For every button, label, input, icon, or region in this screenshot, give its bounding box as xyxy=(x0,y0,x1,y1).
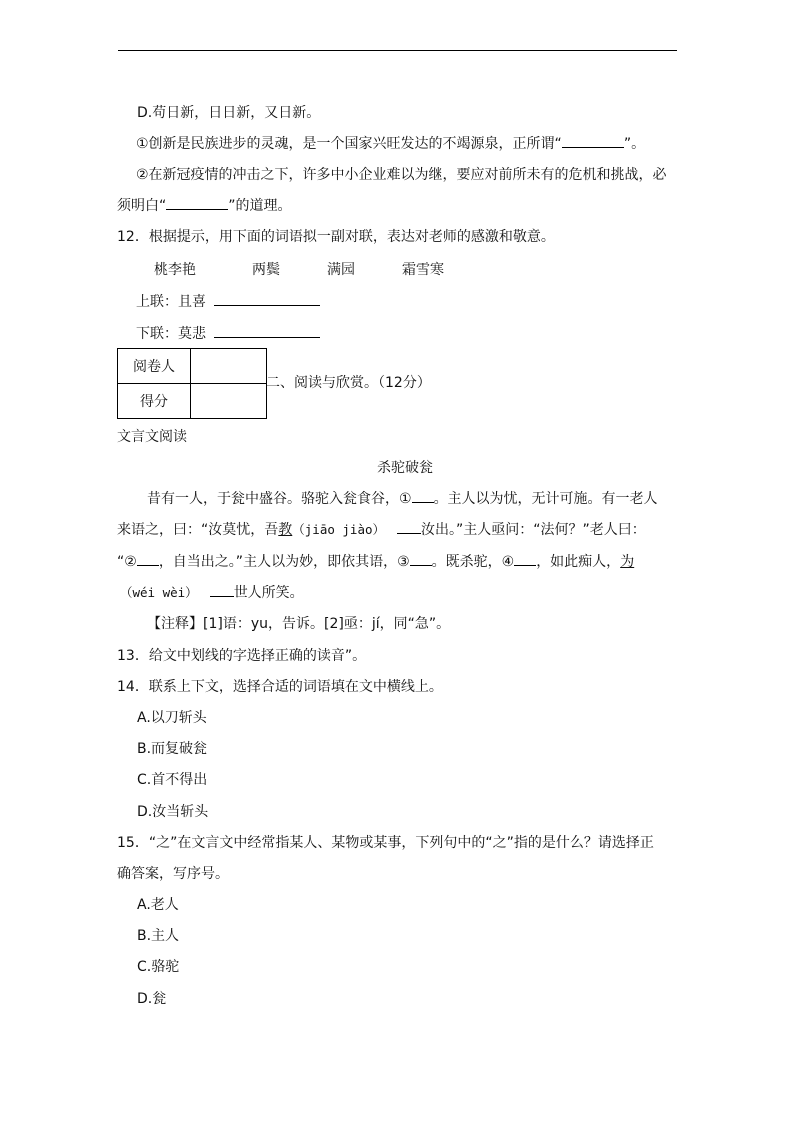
reviewer-label: 阅卷人 xyxy=(118,349,191,384)
q12-lower-couplet: 下联：莫悲 xyxy=(136,325,320,343)
q12-prompt: 12．根据提示，用下面的词语拟一副对联，表达对老师的感激和敬意。 xyxy=(117,229,555,245)
score-cell[interactable] xyxy=(191,384,267,419)
section-title: 二、阅读与欣赏。（12分） xyxy=(266,375,431,391)
score-label: 得分 xyxy=(118,384,191,419)
q11-item-2-line1: ②在新冠疫情的冲击之下，许多中小企业难以为继，要应对前所未有的危机和挑战，必 xyxy=(136,167,667,183)
q14-option-c[interactable]: C.首不得出 xyxy=(137,772,208,788)
q15-option-a[interactable]: A.老人 xyxy=(137,897,179,913)
q15-option-d[interactable]: D.瓮 xyxy=(137,991,167,1007)
answer-blank[interactable] xyxy=(214,293,320,306)
passage-line-3: “② ，自当出之。”主人以为妙，即依其语，③ 。既杀驼，④ ，如此痴人，为 xyxy=(117,554,635,570)
header-rule xyxy=(118,50,677,51)
q12-word: 两鬓 xyxy=(252,262,280,278)
underlined-char: 为 xyxy=(620,554,635,570)
q15-option-b[interactable]: B.主人 xyxy=(137,928,180,944)
passage-title: 杀驼破瓮 xyxy=(377,460,433,476)
underlined-char: 教 xyxy=(278,522,293,538)
passage-line-4: （wéi wèi） 世人所笑。 xyxy=(120,585,304,601)
passage-line-1: 昔有一人，于瓮中盛谷。骆驼入瓮食谷，① 。主人以为忧，无计可施。有一老人 xyxy=(147,491,658,507)
q12-word: 满园 xyxy=(327,262,355,278)
answer-blank[interactable] xyxy=(397,521,421,534)
classical-heading: 文言文阅读 xyxy=(117,429,187,445)
reviewer-cell[interactable] xyxy=(191,349,267,384)
answer-blank[interactable] xyxy=(137,553,159,566)
q15-prompt-line1: 15．“之”在文言文中经常指某人、某物或某事，下列句中的“之”指的是什么？请选择正 xyxy=(117,835,654,851)
passage-line-2: 来语之，曰：“汝莫忧，吾教（jiāo jiào） 汝出。”主人亟问：“法何？”老人曰： xyxy=(117,522,646,538)
passage-note: 【注释】[1]语：yu，告诉。[2]亟：jí，同“急”。 xyxy=(147,616,451,632)
q14-option-a[interactable]: A.以刀斩头 xyxy=(137,710,207,726)
q13-prompt: 13．给文中划线的字选择正确的读音”。 xyxy=(117,648,367,664)
q15-option-c[interactable]: C.骆驼 xyxy=(137,959,180,975)
q14-prompt: 14．联系上下文，选择合适的词语填在文中横线上。 xyxy=(117,679,443,695)
answer-blank[interactable] xyxy=(410,553,432,566)
answer-blank[interactable] xyxy=(514,553,536,566)
score-table xyxy=(117,348,267,419)
q14-option-d[interactable]: D.汝当斩头 xyxy=(137,804,209,820)
q11-item-2-line2: 须明白“ ”的道理。 xyxy=(117,198,292,214)
q11-item-1: ①创新是民族进步的灵魂，是一个国家兴旺发达的不竭源泉，正所谓“ ”。 xyxy=(136,136,646,152)
q14-option-b[interactable]: B.而复破瓮 xyxy=(137,741,208,757)
q12-word: 桃李艳 xyxy=(154,262,196,278)
answer-blank[interactable] xyxy=(166,197,228,210)
answer-blank[interactable] xyxy=(412,490,434,503)
answer-blank[interactable] xyxy=(214,325,320,338)
answer-blank[interactable] xyxy=(210,584,234,597)
q12-word: 霜雪寒 xyxy=(402,262,444,278)
answer-blank[interactable] xyxy=(562,135,624,148)
option-d-top: D.苟日新，日日新，又日新。 xyxy=(137,105,321,121)
q15-prompt-line2: 确答案，写序号。 xyxy=(117,866,229,882)
q12-upper-couplet: 上联：且喜 xyxy=(136,293,320,311)
